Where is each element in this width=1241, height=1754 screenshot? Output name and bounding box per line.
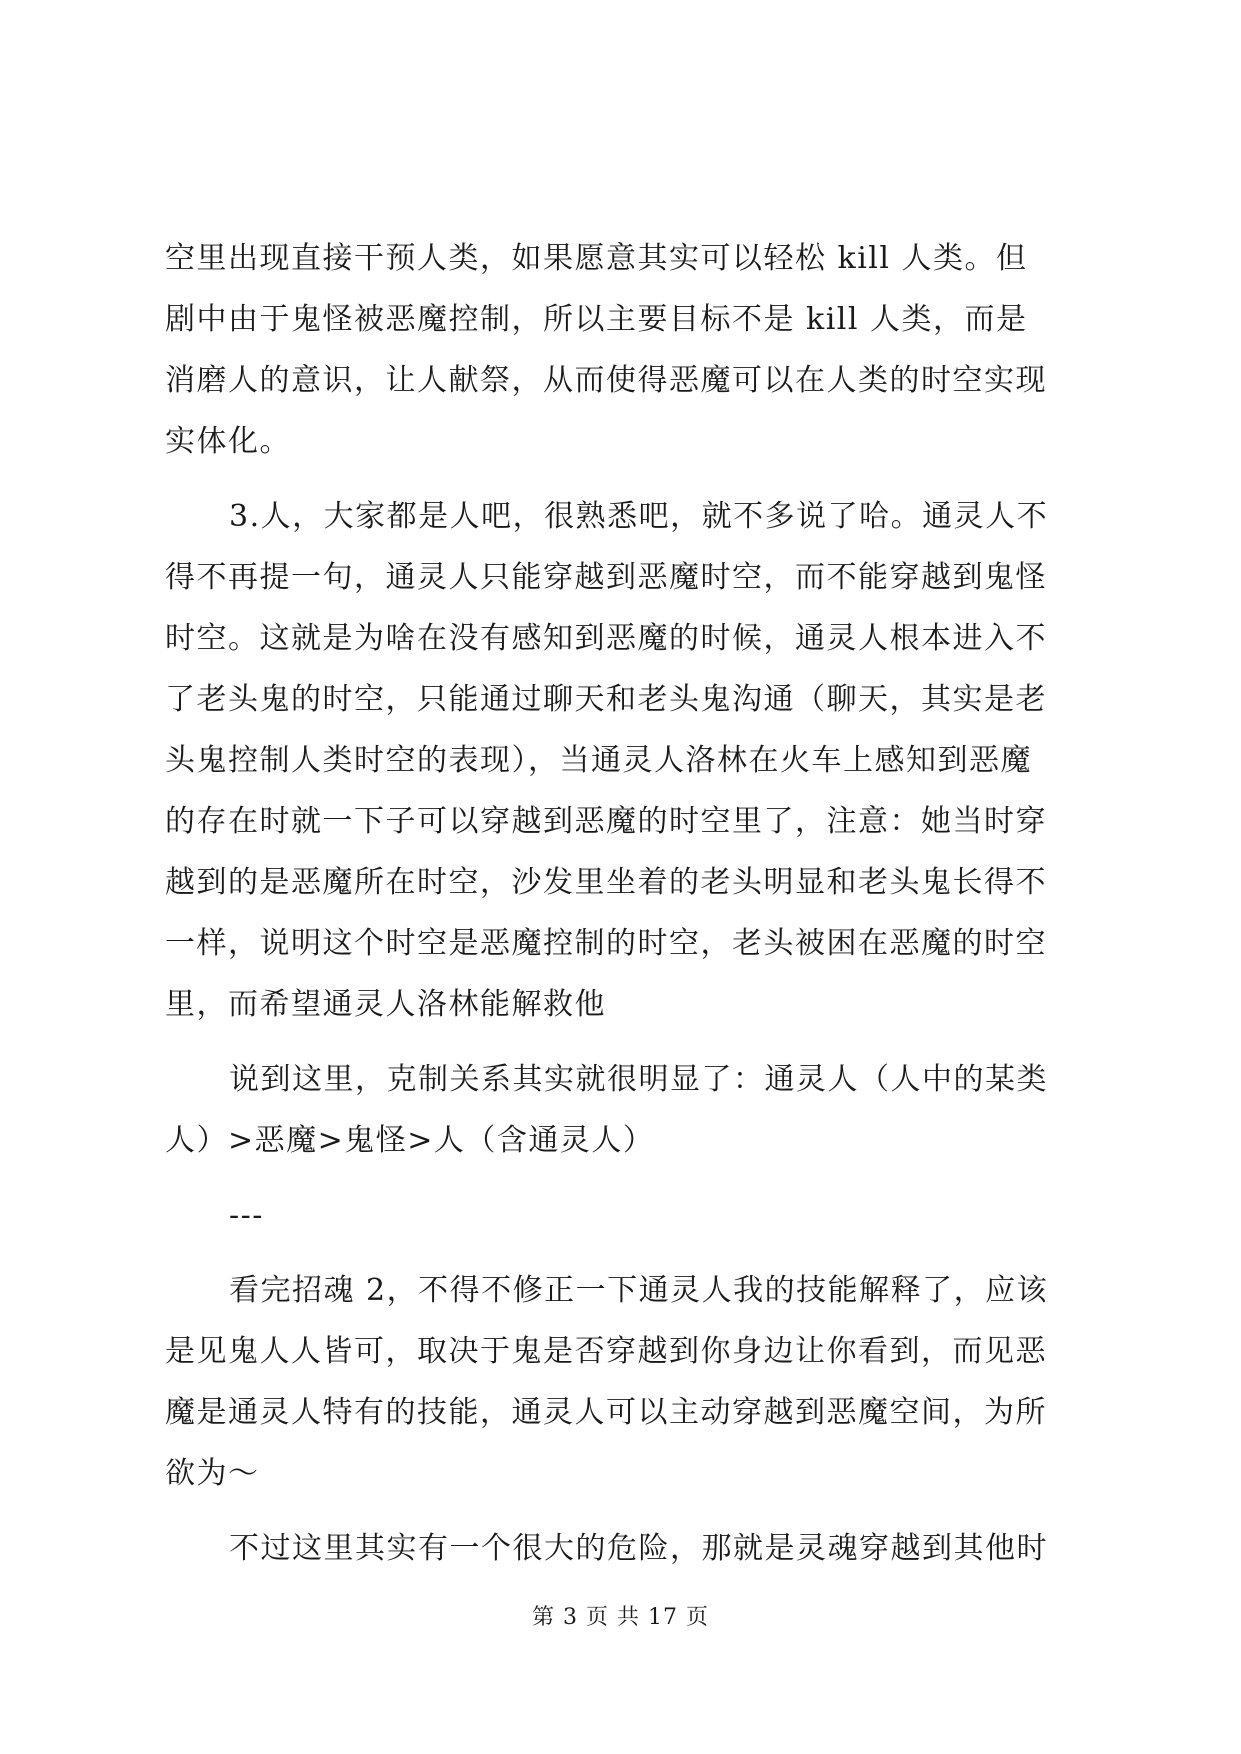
text-line: 3.人，大家都是人吧，很熟悉吧，就不多说了哈。通灵人不 [229, 499, 1049, 534]
text-line: 了老头鬼的时空，只能通过聊天和老头鬼沟通（聊天，其实是老 [165, 682, 1047, 717]
text-line: 不过这里其实有一个很大的危险，那就是灵魂穿越到其他时 [229, 1531, 1048, 1566]
text-line: 是见鬼人人皆可，取决于鬼是否穿越到你身边让你看到，而见恶 [165, 1334, 1047, 1369]
text-line: 看完招魂 2，不得不修正一下通灵人我的技能解释了，应该 [229, 1273, 1049, 1308]
text-line: 里，而希望通灵人洛林能解救他 [165, 987, 606, 1022]
text-line: 人）>恶魔>鬼怪>人（含通灵人） [165, 1123, 655, 1158]
text-line: 说到这里，克制关系其实就很明显了：通灵人（人中的某类 [229, 1062, 1048, 1097]
document-body [165, 228, 1079, 1579]
text-line: 欲为～ [165, 1456, 260, 1491]
text-line: 实体化。 [165, 424, 291, 459]
text-line: 时空。这就是为啥在没有感知到恶魔的时候，通灵人根本进入不 [165, 621, 1047, 656]
separator-line: --- [229, 1198, 264, 1233]
text-line: 消磨人的意识，让人献祭，从而使得恶魔可以在人类的时空实现 [165, 363, 1047, 398]
text-line: 空里出现直接干预人类，如果愿意其实可以轻松 kill 人类。但 [165, 241, 1028, 276]
text-line: 一样，说明这个时空是恶魔控制的时空，老头被困在恶魔的时空 [165, 926, 1047, 961]
text-line: 越到的是恶魔所在时空，沙发里坐着的老头明显和老头鬼长得不 [165, 865, 1047, 900]
text-line: 头鬼控制人类时空的表现），当通灵人洛林在火车上感知到恶魔 [165, 743, 1032, 778]
page-number-footer: 第 3 页 共 17 页 [532, 1605, 709, 1630]
text-line: 的存在时就一下子可以穿越到恶魔的时空里了，注意：她当时穿 [165, 804, 1047, 839]
text-line: 得不再提一句，通灵人只能穿越到恶魔时空，而不能穿越到鬼怪 [165, 560, 1047, 595]
text-line: 剧中由于鬼怪被恶魔控制，所以主要目标不是 kill 人类，而是 [165, 302, 1028, 337]
text-line: 魔是通灵人特有的技能，通灵人可以主动穿越到恶魔空间，为所 [165, 1395, 1047, 1430]
